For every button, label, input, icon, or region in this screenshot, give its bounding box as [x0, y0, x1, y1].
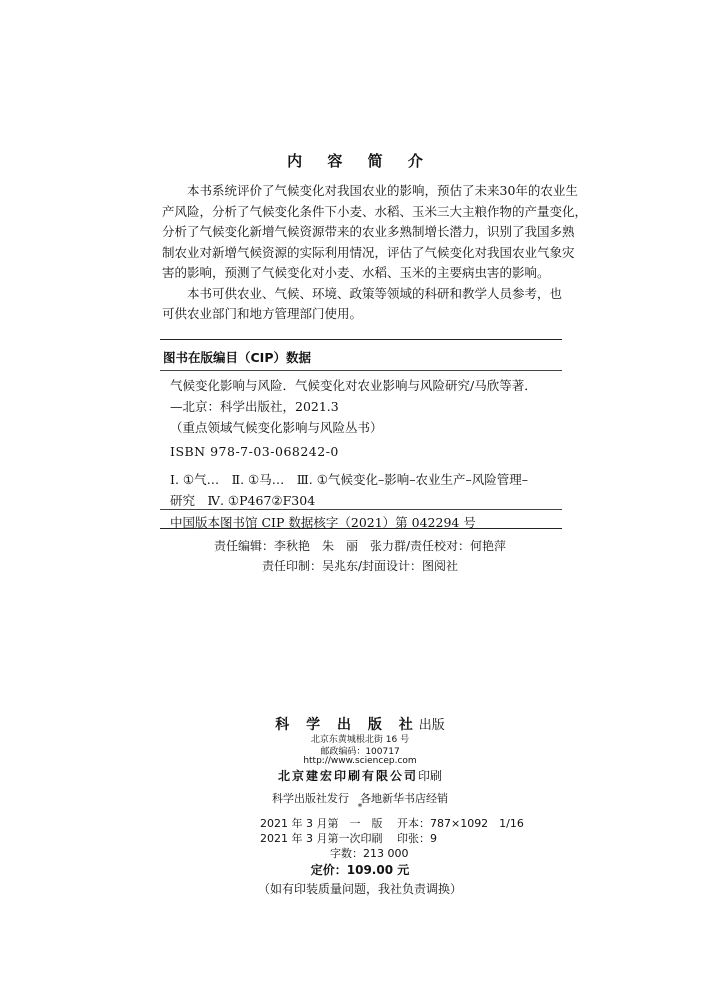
publisher-name: 科 学 出 版 社 [275, 717, 419, 733]
summary-text [162, 181, 588, 325]
publisher-suffix: 出版 [418, 718, 445, 733]
publisher-postcode: 邮政编码：100717 [320, 747, 400, 757]
publisher-address: 北京东黄城根北街 16 号 [310, 735, 410, 745]
printer-suffix: 印刷 [418, 769, 443, 783]
distribution-line: 科学出版社发行 各地新华书店经销 [272, 792, 448, 805]
summary-line: 本书系统评价了气候变化对我国农业的影响，预估了未来30年的农业生 [187, 183, 578, 198]
word-count: 字数：213 000 [330, 847, 409, 860]
cip-classification-line: Ⅰ. ①气… Ⅱ. ①马… Ⅲ. ①气候变化–影响–农业生产–风险管理– [170, 472, 528, 487]
price: 定价：109.00 元 [310, 863, 410, 877]
printer-name: 北京建宏印刷有限公司 [277, 769, 418, 783]
summary-line: 分析了气候变化新增气候资源带来的农业多熟制增长潜力，识别了我国多熟 [162, 224, 575, 239]
summary-line: 本书可供农业、气候、环境、政策等领域的科研和教学人员参考，也 [187, 285, 563, 301]
summary-line: 制农业对新增气候资源的实际利用情况，评估了气候变化对我国农业气象灾 [162, 244, 575, 260]
editor-credits: 责任编辑：李秋艳 朱 丽 张力群/责任校对：何艳萍 [213, 539, 507, 553]
summary-line: 产风险，分析了气候变化条件下小麦、水稻、玉米三大主粮作物的产量变化， [162, 203, 588, 219]
cip-divider [160, 509, 562, 510]
publisher-line [0, 714, 720, 734]
cip-heading: 图书在版编目（CIP）数据 [163, 350, 311, 365]
printer-line [0, 767, 720, 784]
cip-classification-line: 研究 Ⅳ. ①P467②F304 [170, 493, 316, 508]
cip-approval-number: 中国版本图书馆 CIP 数据核字（2021）第 042294 号 [170, 515, 476, 530]
cip-isbn: ISBN 978-7-03-068242-0 [170, 444, 339, 459]
separator-asterisk: * [357, 803, 363, 813]
cip-publisher-line: —北京：科学出版社，2021.3 [170, 399, 339, 414]
cip-data-box [160, 339, 562, 529]
edition-line: 2021 年 3 月第 一 版 开本：787×1092 1/16 [260, 817, 524, 830]
summary-line: 可供农业部门和地方管理部门使用。 [162, 306, 363, 321]
summary-paragraph-2 [162, 284, 563, 325]
cip-series-line: （重点领域气候变化影响与风险丛书） [170, 420, 383, 435]
summary-line: 害的影响，预测了气候变化对小麦、水稻、玉米的主要病虫害的影响。 [162, 265, 550, 280]
quality-notice: （如有印装质量问题，我社负责调换） [257, 882, 462, 896]
page-title: 内 容 简 介 [287, 152, 433, 170]
summary-paragraph-1 [162, 181, 588, 284]
cip-title-line: 气候变化影响与风险．气候变化对农业影响与风险研究/马欣等著． [170, 378, 537, 393]
printing-line: 2021 年 3 月第一次印刷 印张：9 [260, 832, 437, 845]
publisher-website: http://www.sciencep.com [303, 756, 417, 766]
production-credits: 责任印制：吴兆东/封面设计：图阅社 [261, 559, 459, 573]
cip-divider [160, 370, 562, 371]
